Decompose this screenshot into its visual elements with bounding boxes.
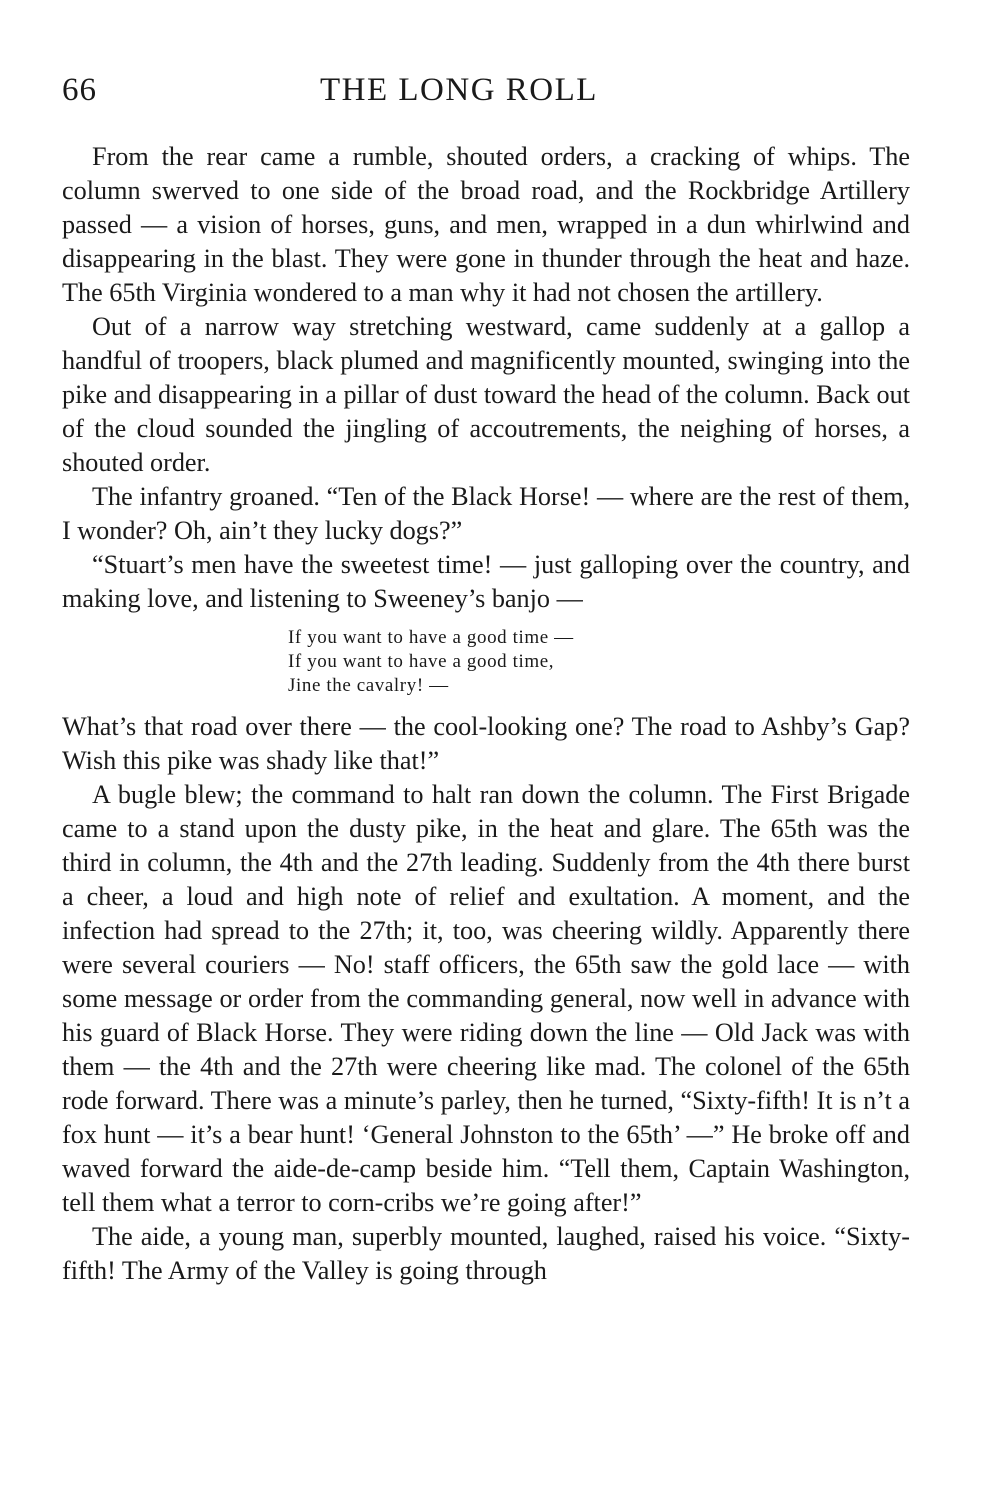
page-number: 66 bbox=[62, 72, 97, 108]
book-page bbox=[62, 60, 910, 1288]
verse-line: If you want to have a good time, bbox=[288, 651, 555, 672]
verse-block bbox=[288, 626, 910, 698]
verse-line: If you want to have a good time — bbox=[288, 627, 574, 648]
book-title: THE LONG ROLL bbox=[320, 72, 598, 108]
running-head bbox=[62, 60, 910, 120]
paragraph-bugle: A bugle blew; the command to halt ran down the column. The First Brigade came to a stand upon the dusty pike, in the heat and glare. The 65th was the third in column, the 4th and the 27th leading. Suddenly from the 4th there burst a cheer, a loud and high note of relief and exultation. A moment, and the infection had spread to the 27th; it, too, was cheering wildly. Apparently there were several couriers — No! staff officers, the 65th saw the gold lace — with some message or order from the commanding general, now well in advance with his guard of Black Horse. They were riding down the line — Old Jack was with them — the 4th and the 27th were cheering like mad. The colonel of the 65th rode forward. There was a minute’s parley, then he turned, “Sixty-fifth! It is n’t a fox hunt — it’s a bear hunt! ‘General Johnston to the 65th’ —” He broke off and waved forward the aide-de-camp beside him. “Tell them, Captain Washington, tell them what a terror to corn-cribs we’re going after!” bbox=[62, 780, 910, 1217]
verse-line: Jine the cavalry! — bbox=[288, 675, 449, 696]
paragraph-artillery: From the rear came a rumble, shouted orders, a cracking of whips. The column swerved to one side of the broad road, and the Rockbridge Artillery passed — a vision of horses, guns, and men, wrapped in a dun whirlwind and disappearing in the blast. They were gone in thunder through the heat and haze. The 65th Virginia wondered to a man why it had not chosen the artillery. bbox=[62, 142, 910, 307]
paragraph-troopers: Out of a narrow way stretching westward, came suddenly at a gallop a handful of troopers, black plumed and magnificently mounted, swinging into the pike and disappearing in a pillar of dust toward the head of the column. Back out of the cloud sounded the jingling of accoutrements, the neighing of horses, a shouted order. bbox=[62, 312, 910, 477]
body-text bbox=[62, 140, 910, 1288]
paragraph-aide: The aide, a young man, superbly mounted, laughed, raised his voice. “Sixty-fifth! The Army of the Valley is going through bbox=[62, 1222, 910, 1285]
paragraph-infantry-groaned: The infantry groaned. “Ten of the Black Horse! — where are the rest of them, I wonder? Oh, ain’t they lucky dogs?” bbox=[62, 482, 910, 545]
paragraph-continuation: What’s that road over there — the cool-looking one? The road to Ashby’s Gap? Wish this pike was shady like that!” bbox=[62, 712, 910, 775]
paragraph-stuarts-men: “Stuart’s men have the sweetest time! — just galloping over the country, and making love, and listening to Sweeney’s banjo — bbox=[62, 550, 910, 613]
